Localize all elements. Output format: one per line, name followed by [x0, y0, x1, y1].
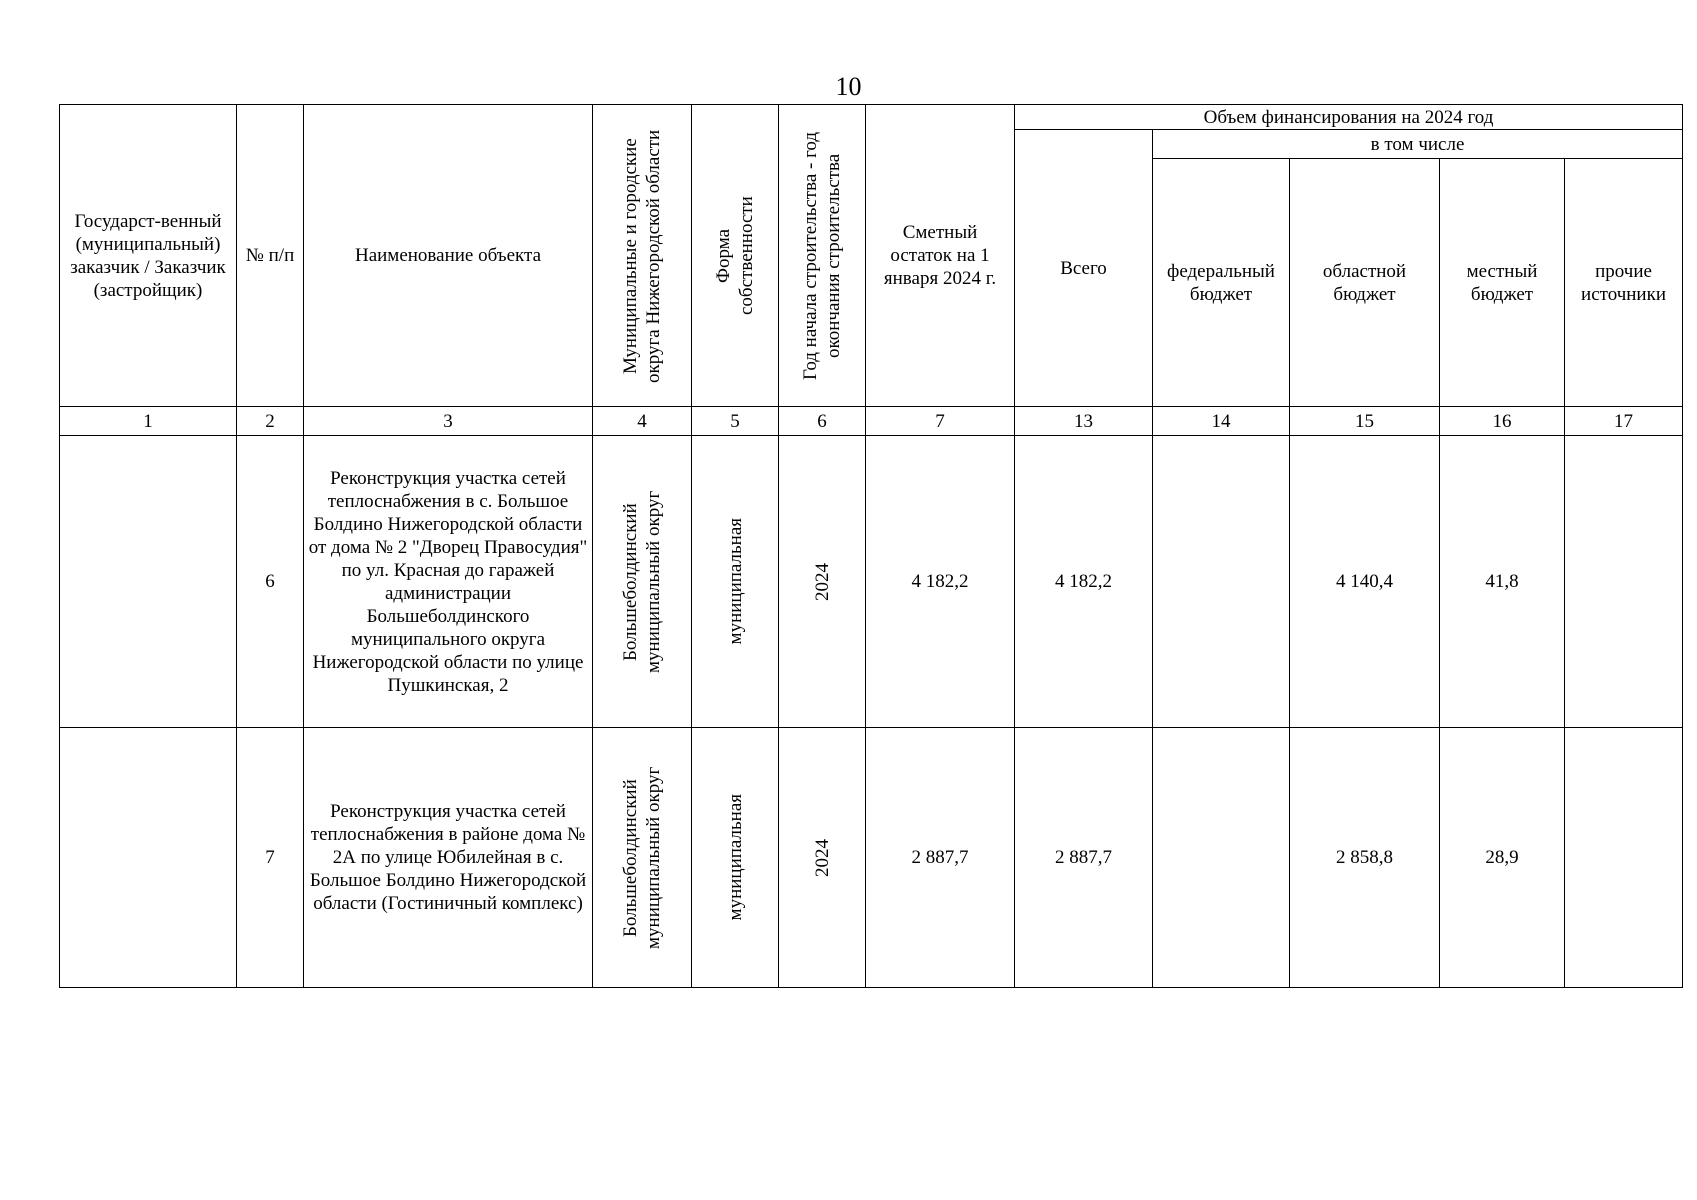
table-row: [60, 728, 1683, 988]
column-number: 1: [60, 407, 237, 436]
column-number: 5: [692, 407, 779, 436]
header-num: № п/п: [237, 105, 304, 407]
row-local: 28,9: [1440, 728, 1565, 988]
row-estimate: 2 887,7: [866, 728, 1015, 988]
column-number: 16: [1440, 407, 1565, 436]
row-ownership: [692, 728, 779, 988]
row-customer: [60, 728, 237, 988]
row-object-name: Реконструкция участка сетей теплоснабжения в районе дома № 2А по улице Юбилейная в с. Большое Болдино Нижегородской области (Гостиничный комплекс): [304, 728, 593, 988]
header-object-name: Наименование объекта: [304, 105, 593, 407]
row-ownership: [692, 436, 779, 728]
row-regional: 4 140,4: [1290, 436, 1440, 728]
column-number: 3: [304, 407, 593, 436]
page-number: 10: [835, 72, 862, 101]
header-ownership: [692, 105, 779, 407]
header-federal: федеральный бюджет: [1153, 159, 1290, 407]
header-estimate: Сметный остаток на 1 января 2024 г.: [866, 105, 1015, 407]
row-municipal: [593, 436, 692, 728]
row-other: [1565, 436, 1683, 728]
row-municipal-label: Большеболдинский муниципальный округ: [620, 766, 664, 949]
header-regional: областной бюджет: [1290, 159, 1440, 407]
column-number: 15: [1290, 407, 1440, 436]
header-financing-title: Объем финансирования на 2024 год: [1015, 105, 1683, 130]
row-ownership-label: муниципальная: [724, 794, 746, 921]
column-number: 14: [1153, 407, 1290, 436]
column-number: 4: [593, 407, 692, 436]
row-customer: [60, 436, 237, 728]
header-row-1: [60, 105, 1683, 130]
row-federal: [1153, 436, 1290, 728]
column-number: 6: [779, 407, 866, 436]
column-number: 7: [866, 407, 1015, 436]
row-num: 6: [237, 436, 304, 728]
table-row: [60, 436, 1683, 728]
column-number-row: [60, 407, 1683, 436]
header-customer: Государст-венный (муниципальный) заказчик / Заказчик (застройщик): [60, 105, 237, 407]
header-other: прочие источники: [1565, 159, 1683, 407]
row-municipal-label: Большеболдинский муниципальный округ: [620, 490, 664, 673]
header-municipal: [593, 105, 692, 407]
header-ownership-label: Форма собственности: [713, 196, 757, 315]
row-years: [779, 728, 866, 988]
row-local: 41,8: [1440, 436, 1565, 728]
column-number: 2: [237, 407, 304, 436]
row-ownership-label: муниципальная: [724, 518, 746, 645]
row-estimate: 4 182,2: [866, 436, 1015, 728]
header-including: в том числе: [1153, 130, 1683, 159]
row-other: [1565, 728, 1683, 988]
row-years-label: 2024: [811, 562, 833, 601]
row-years: [779, 436, 866, 728]
row-years-label: 2024: [811, 838, 833, 877]
row-municipal: [593, 728, 692, 988]
column-number: 13: [1015, 407, 1153, 436]
column-number: 17: [1565, 407, 1683, 436]
row-federal: [1153, 728, 1290, 988]
row-object-name: Реконструкция участка сетей теплоснабжения в с. Большое Болдино Нижегородской области от дома № 2 "Дворец Правосудия" по ул. Красная до гаражей администрации Большеболдинского муниципального округа Нижегородской области по улице Пушкинская, 2: [304, 436, 593, 728]
header-municipal-label: Муниципальные и городские округа Нижегородской области: [620, 128, 664, 383]
row-total: 4 182,2: [1015, 436, 1153, 728]
header-years: [779, 105, 866, 407]
row-regional: 2 858,8: [1290, 728, 1440, 988]
investment-table: [59, 104, 1683, 988]
header-years-label: Год начала строительства - год окончания строительства: [800, 131, 844, 380]
header-local: местный бюджет: [1440, 159, 1565, 407]
header-total: Всего: [1015, 130, 1153, 407]
row-num: 7: [237, 728, 304, 988]
row-total: 2 887,7: [1015, 728, 1153, 988]
